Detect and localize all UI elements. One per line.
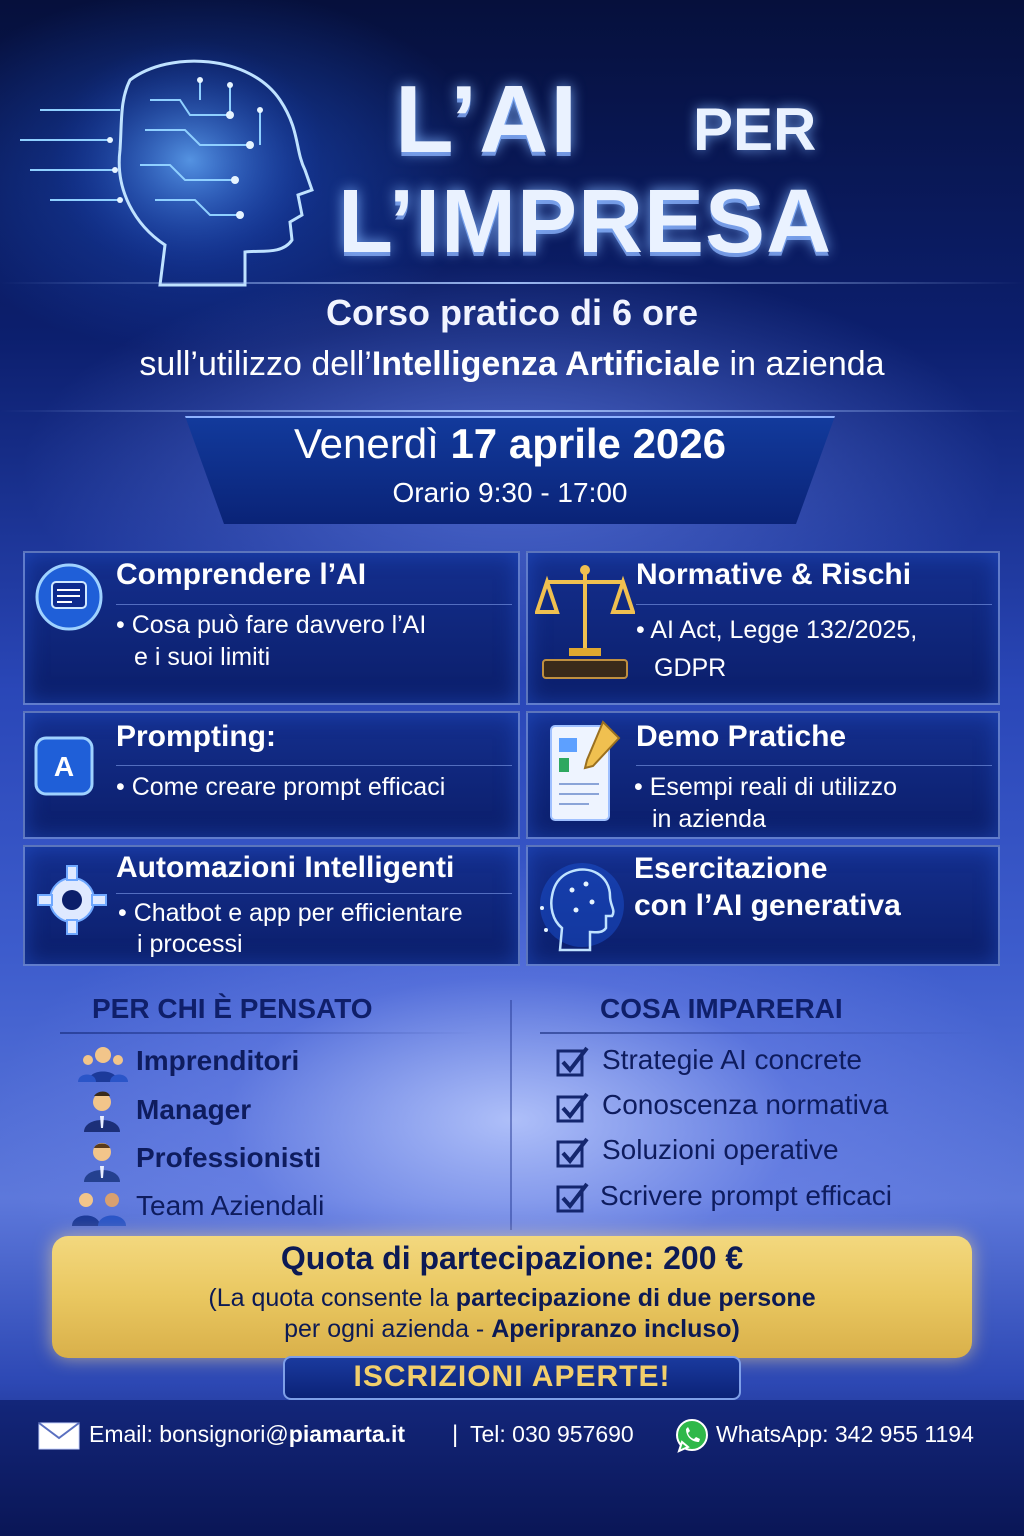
module-title: Normative & Rischi: [636, 558, 912, 591]
audience-rule: [60, 1032, 480, 1034]
module-title: Prompting:: [116, 720, 276, 753]
checkbox-checked-icon: [555, 1180, 589, 1214]
module-rule: [116, 604, 512, 605]
contact-phone[interactable]: Tel: 030 957690: [470, 1421, 634, 1447]
learn-rule: [540, 1032, 980, 1034]
footer-separator: |: [452, 1421, 459, 1448]
team-icon: [72, 1190, 128, 1226]
module-text: in azienda: [652, 805, 766, 833]
module-rule: [636, 765, 992, 766]
module-title: Comprendere l’AI: [116, 558, 367, 591]
group-icon: [78, 1044, 128, 1082]
event-date: Venerdì 17 aprile 2026: [293, 420, 726, 467]
learn-heading: COSA IMPARERAI: [600, 993, 843, 1024]
module-title: Demo Pratiche: [636, 720, 847, 753]
contact-whatsapp[interactable]: WhatsApp: 342 955 1194: [716, 1421, 974, 1447]
module-text: • Cosa può fare davvero l’AI: [116, 611, 427, 639]
gear-icon: [34, 862, 110, 938]
subtitle-line2: sull’utilizzo dell’Intelligenza Artificiale in azienda: [139, 345, 885, 383]
contact-email[interactable]: Email: bonsignori@piamarta.it: [89, 1421, 406, 1447]
register-label[interactable]: ISCRIZIONI APERTE!: [353, 1360, 671, 1393]
module-text: • Come creare prompt efficaci: [116, 773, 446, 801]
whatsapp-icon: [674, 1418, 710, 1454]
module-rule: [116, 893, 512, 894]
price-title: Quota di partecipazione: 200 €: [280, 1240, 744, 1276]
audience-item: Imprenditori: [136, 1045, 300, 1076]
module-title: con l’AI generativa: [634, 889, 901, 922]
audience-item: Professionisti: [136, 1142, 322, 1173]
module-text: e i suoi limiti: [134, 643, 271, 671]
title-line2: L’IMPRESA: [338, 172, 833, 272]
professional-icon: [80, 1140, 124, 1182]
module-title: Esercitazione: [634, 852, 828, 885]
module-title: Automazioni Intelligenti: [116, 851, 455, 884]
checkbox-checked-icon: [555, 1044, 589, 1078]
learn-item: Strategie AI concrete: [602, 1044, 862, 1075]
module-text: i processi: [137, 930, 243, 958]
price-note-line1: (La quota consente la partecipazione di due persone: [208, 1284, 816, 1312]
scales-icon: [535, 560, 635, 686]
title-line1: L’AI: [395, 66, 580, 173]
module-text: • Chatbot e app per efficientare: [118, 899, 463, 927]
ai-chip-icon: [30, 558, 108, 636]
module-text: GDPR: [654, 654, 727, 682]
subtitle-line1: Corso pratico di 6 ore: [325, 292, 699, 333]
audience-item: Team Aziendali: [136, 1190, 325, 1221]
event-time: Orario 9:30 - 17:00: [392, 477, 628, 508]
learn-item: Soluzioni operative: [602, 1134, 839, 1165]
checkbox-checked-icon: [555, 1135, 589, 1169]
subtitle-bottom-rule: [0, 410, 1024, 412]
audience-item: Manager: [136, 1094, 252, 1125]
section-divider: [510, 1000, 512, 1230]
learn-item: Conoscenza normativa: [602, 1089, 889, 1120]
circuit-brain-icon: [20, 40, 320, 300]
ai-letter-icon: [32, 734, 96, 798]
title-per: PER: [693, 96, 817, 163]
subtitle-top-rule: [0, 282, 1024, 284]
price-note-line2: per ogni azienda - Aperipranzo incluso): [284, 1315, 740, 1343]
manager-icon: [80, 1090, 124, 1132]
ai-head-icon: [532, 850, 628, 960]
audience-heading: PER CHI È PENSATO: [92, 993, 373, 1024]
module-text: • Esempi reali di utilizzo: [634, 773, 898, 801]
module-text: • AI Act, Legge 132/2025,: [636, 616, 918, 644]
learn-item: Scrivere prompt efficaci: [600, 1180, 893, 1211]
module-rule: [636, 604, 992, 605]
mail-icon: [38, 1422, 80, 1450]
document-pen-icon: [545, 718, 625, 828]
checkbox-checked-icon: [555, 1090, 589, 1124]
module-rule: [116, 765, 512, 766]
svg-text:A: A: [53, 751, 75, 782]
